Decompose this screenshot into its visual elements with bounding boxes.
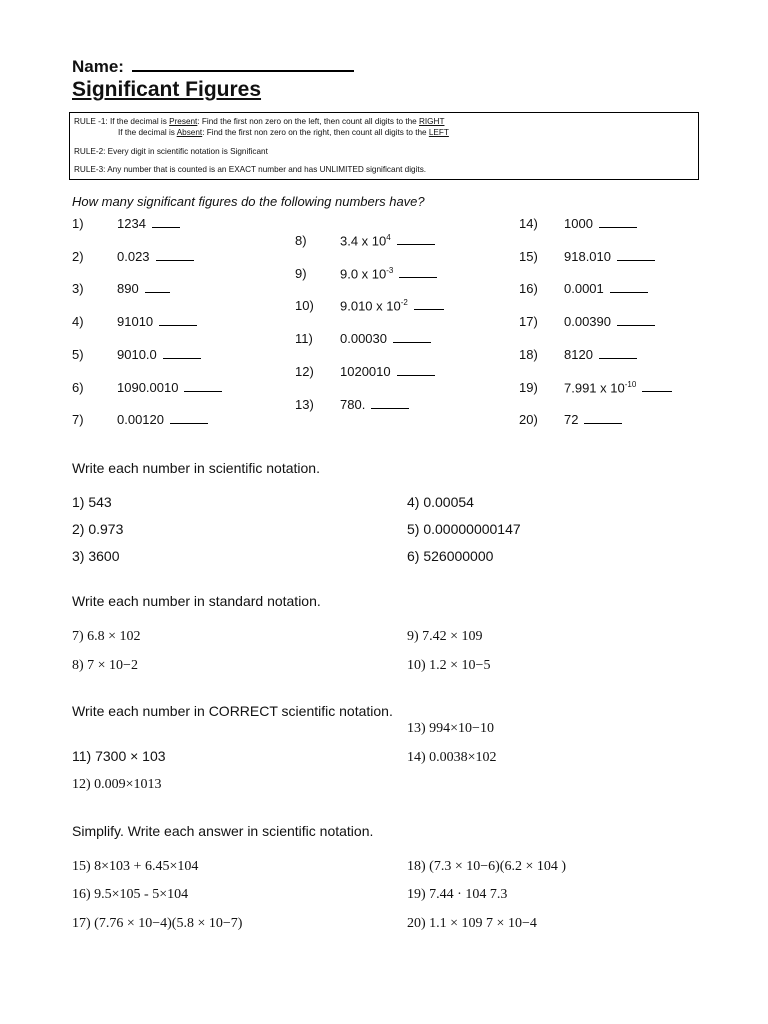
item-value: 1234 [117,216,146,231]
rules-box [69,112,699,180]
answer-blank[interactable] [145,281,170,293]
list-item [340,397,409,412]
list-item [117,281,170,296]
item-number: 14) [519,216,538,231]
item-number: 4) [72,314,84,329]
answer-blank[interactable] [184,380,222,392]
item-number: 11) [295,331,313,346]
item-value: 0.00030 [340,331,387,346]
item-value: 9.0 x 10 [340,266,387,282]
item-number: 2) [72,249,84,264]
std-heading: Write each number in standard notation. [72,593,321,609]
list-item [564,281,648,296]
item-value: 3.4 x 10 [340,233,387,249]
item-number: 10) [295,298,314,313]
list-item: 5) 0.00000000147 [407,521,521,537]
answer-blank[interactable] [163,347,201,359]
item-number: 15) [519,249,538,264]
list-item: 12) 0.009×1013 [72,777,162,792]
list-item: 17) (7.76 × 10−4)(5.8 × 10−7) [72,916,243,931]
answer-blank[interactable] [617,314,655,326]
answer-blank[interactable] [371,397,409,409]
answer-blank[interactable] [170,412,208,424]
list-item: 14) 0.0038×102 [407,750,497,765]
answer-blank[interactable] [414,298,444,310]
item-value: 0.00120 [117,412,164,427]
item-value: 1090.0010 [117,380,179,395]
rule-1a: RULE -1: If the decimal is Present: Find the first non zero on the left, then count all digits to the RIGHT [74,117,445,126]
list-item: 18) (7.3 × 10−6)(6.2 × 104 ) [407,859,566,874]
item-number: 20) [519,412,538,427]
answer-blank[interactable] [642,380,672,392]
list-item: 10) 1.2 × 10−5 [407,658,491,673]
sci-heading: Write each number in scientific notation. [72,460,320,476]
name-blank[interactable] [132,56,354,72]
item-number: 17) [519,314,538,329]
list-item [340,364,435,379]
list-item [117,347,201,362]
answer-blank[interactable] [584,412,622,424]
answer-blank[interactable] [610,281,648,293]
item-number: 6) [72,380,84,395]
sigfig-question: How many significant figures do the following numbers have? [72,194,425,209]
item-number: 9) [295,266,307,281]
answer-blank[interactable] [399,266,437,278]
list-item [117,412,208,427]
item-exponent: -10 [624,380,637,389]
item-number: 19) [519,380,538,395]
item-value: 8120 [564,347,593,362]
item-exponent: -2 [400,298,408,307]
name-label: Name: [72,56,354,77]
item-value: 890 [117,281,139,296]
item-number: 8) [295,233,307,248]
list-item [340,266,437,281]
list-item: 7) 6.8 × 102 [72,629,141,644]
answer-blank[interactable] [159,314,197,326]
list-item: 9) 7.42 × 109 [407,629,483,644]
list-item [564,412,622,427]
list-item [564,249,655,264]
item-value: 1020010 [340,364,391,379]
list-item: 1) 543 [72,494,112,510]
item-value: 780. [340,397,366,412]
list-item [564,314,655,329]
item-exponent: -3 [386,266,394,275]
answer-blank[interactable] [152,216,180,228]
list-item: 16) 9.5×105 - 5×104 [72,887,189,902]
simplify-heading: Simplify. Write each answer in scientific notation. [72,823,374,839]
list-item: 13) 994×10−10 [407,721,494,736]
item-number: 7) [72,412,84,427]
list-item [117,314,197,329]
list-item [117,216,180,231]
answer-blank[interactable] [397,233,435,245]
list-item: 3) 3600 [72,548,120,564]
item-value: 9010.0 [117,347,157,362]
item-value: 9.010 x 10 [340,298,401,314]
item-exponent: 4 [386,233,391,242]
list-item: 11) 7300 × 103 [72,748,166,764]
list-item [340,233,435,248]
item-value: 91010 [117,314,154,329]
item-value: 72 [564,412,579,427]
list-item [564,347,637,362]
item-value: 7.991 x 10 [564,380,625,396]
answer-blank[interactable] [156,249,194,261]
list-item: 4) 0.00054 [407,494,474,510]
answer-blank[interactable] [599,216,637,228]
answer-blank[interactable] [599,347,637,359]
item-value: 0.00390 [564,314,611,329]
rule-1b: If the decimal is Absent: Find the first non zero on the right, then count all digits to the LEFT [118,128,449,137]
correct-heading: Write each number in CORRECT scientific notation. [72,703,393,719]
list-item [340,298,444,313]
list-item [117,380,222,395]
item-number: 5) [72,347,84,362]
answer-blank[interactable] [397,364,435,376]
list-item [564,216,637,231]
answer-blank[interactable] [617,249,655,261]
item-number: 1) [72,216,84,231]
item-value: 1000 [564,216,593,231]
list-item [117,249,194,264]
list-item [340,331,431,346]
answer-blank[interactable] [393,331,431,343]
rule-2: RULE-2: Every digit in scientific notation is Significant [74,147,268,156]
list-item: 2) 0.973 [72,521,124,537]
item-number: 3) [72,281,84,296]
item-value: 0.023 [117,249,150,264]
rule-3: RULE-3: Any number that is counted is an EXACT number and has UNLIMITED significant digits. [74,165,427,174]
list-item: 19) 7.44 · 104 7.3 [407,887,508,902]
list-item: 8) 7 × 10−2 [72,658,138,673]
list-item [564,380,672,395]
item-number: 12) [295,364,314,379]
item-number: 18) [519,347,538,362]
item-value: 0.0001 [564,281,604,296]
item-number: 16) [519,281,538,296]
item-number: 13) [295,397,314,412]
page-title: Significant Figures [72,78,262,101]
item-value: 918.010 [564,249,611,264]
list-item: 15) 8×103 + 6.45×104 [72,859,199,874]
list-item: 20) 1.1 × 109 7 × 10−4 [407,916,537,931]
list-item: 6) 526000000 [407,548,494,564]
